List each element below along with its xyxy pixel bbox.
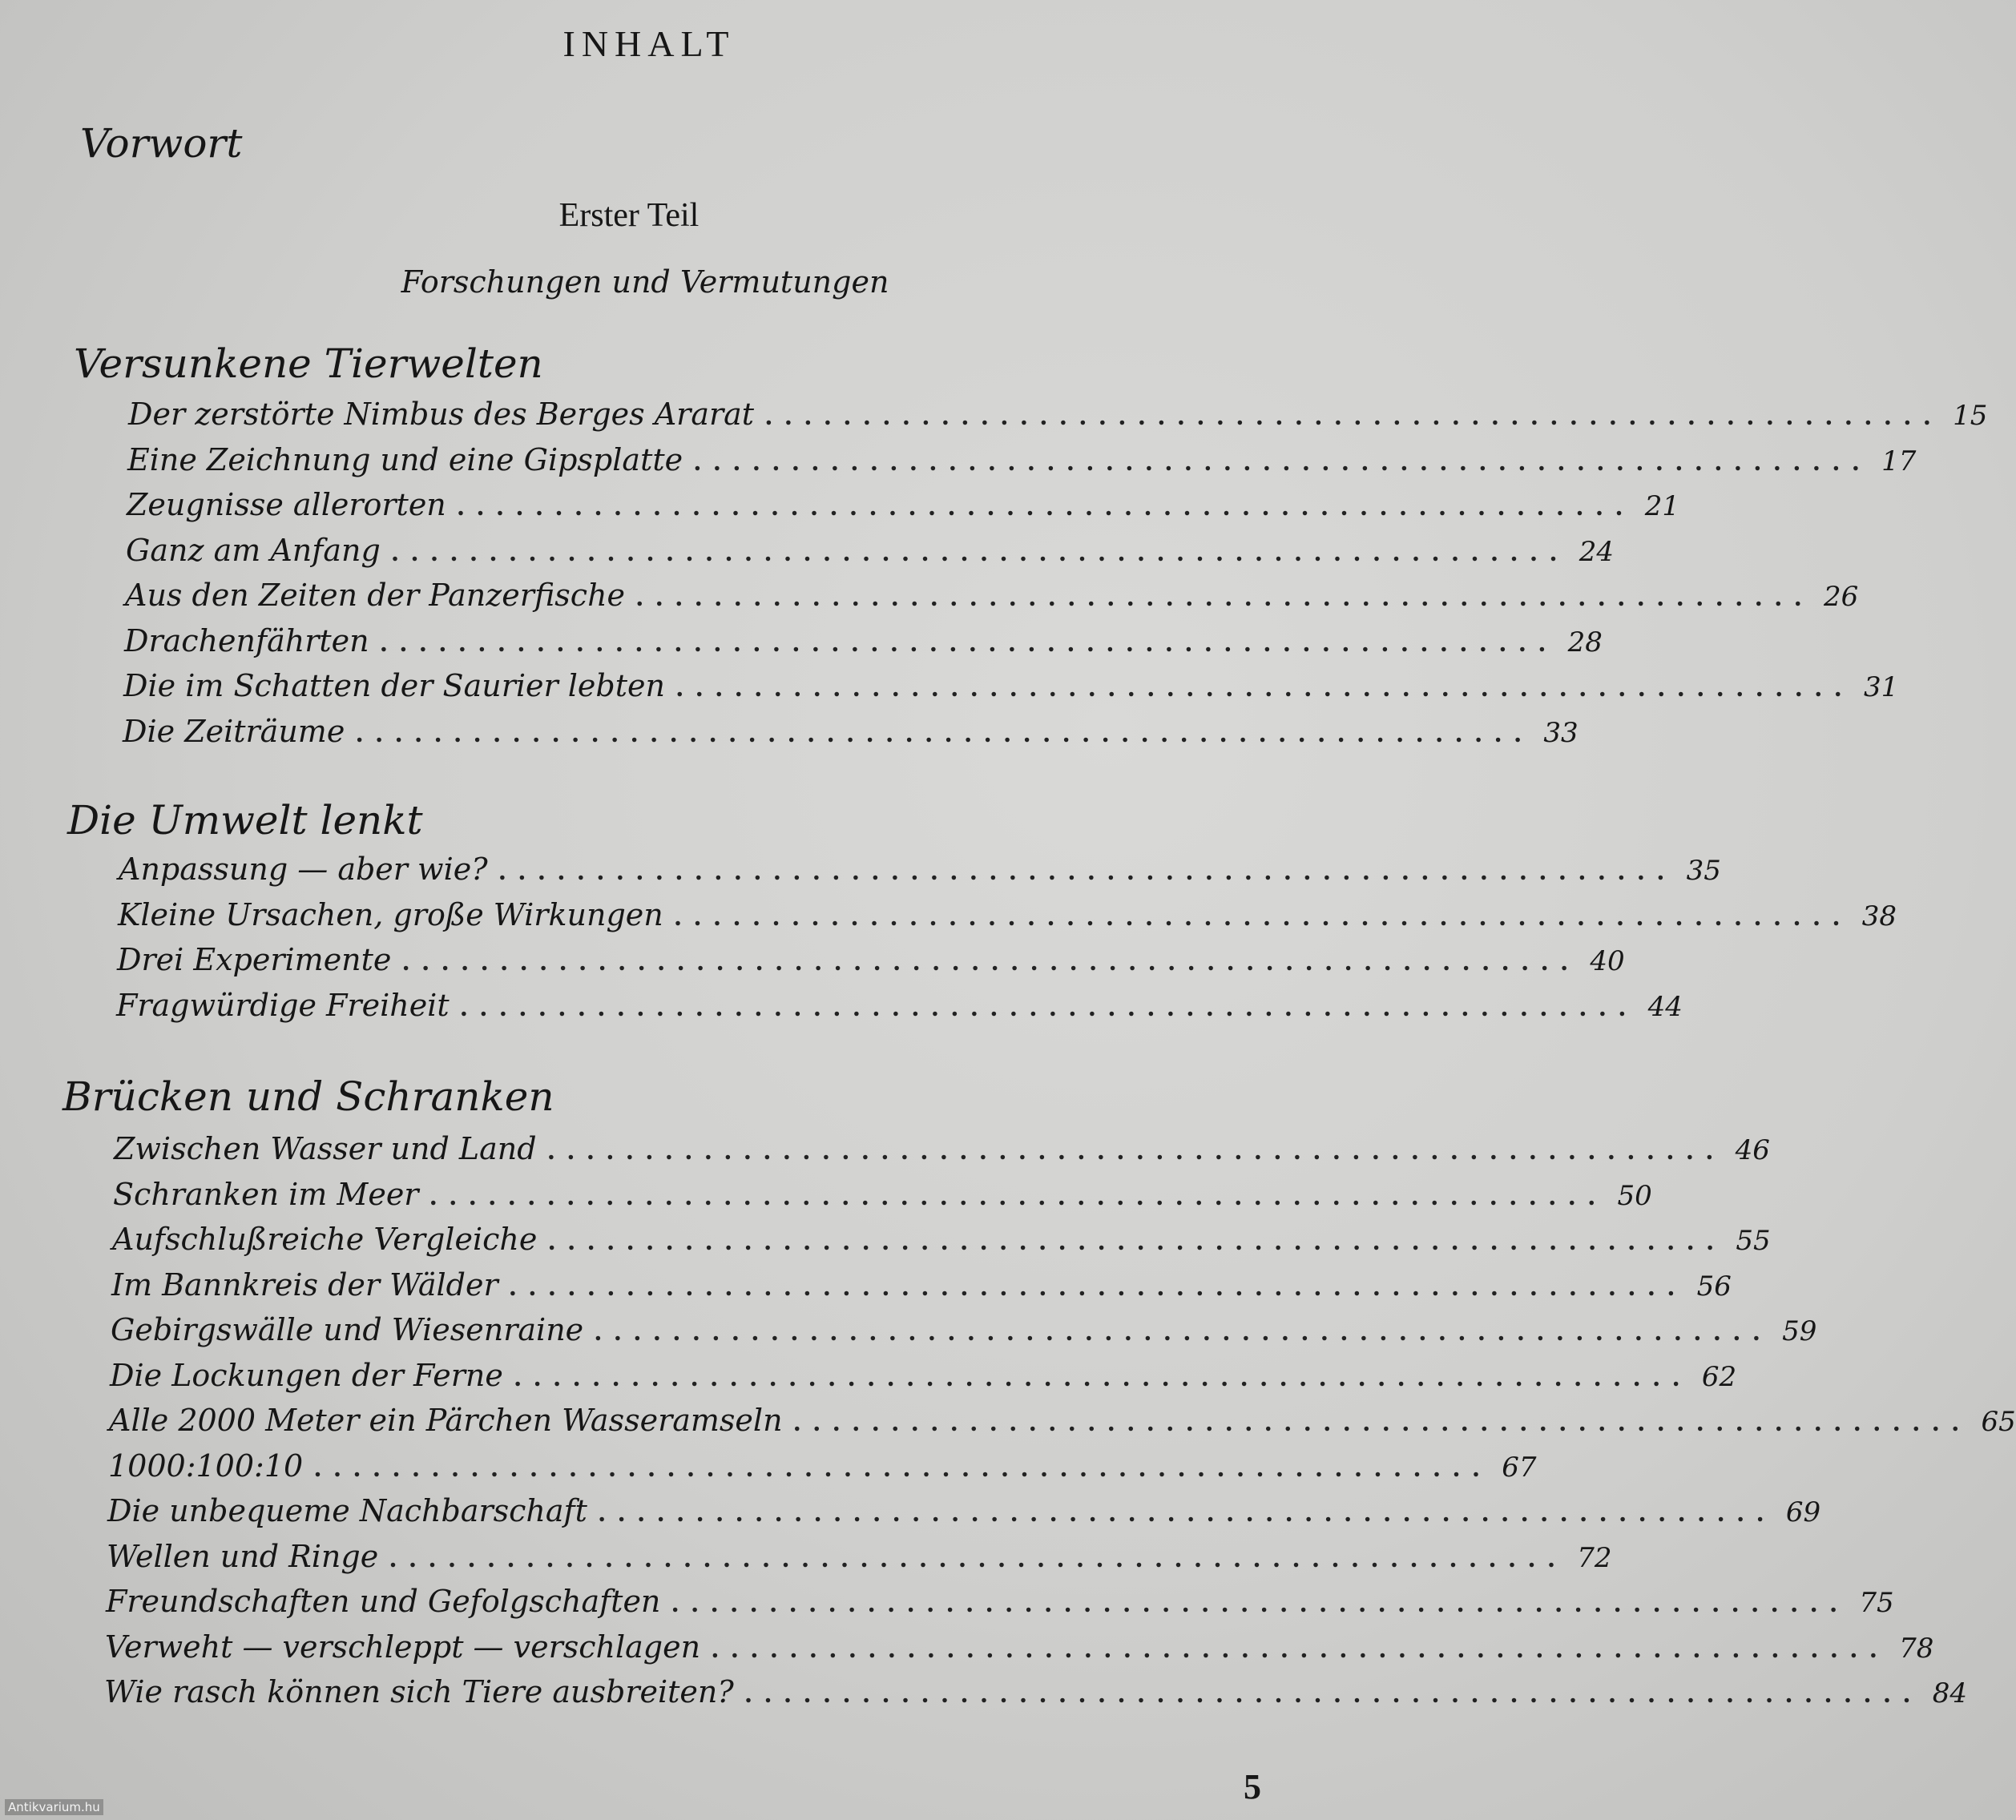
toc-entry-page: 56 <box>1696 1270 1732 1303</box>
toc-entry-title: Zeugnisse allerorten <box>127 487 446 522</box>
dot-leader: ............................................................ <box>356 718 1534 748</box>
toc-entry <box>0 987 1683 1033</box>
section-heading: Brücken und Schranken <box>62 1073 554 1120</box>
toc-entry-page: 44 <box>1647 990 1683 1023</box>
toc-entry-title: Fragwürdige Freiheit <box>116 987 450 1023</box>
toc-entry <box>0 578 1859 623</box>
dot-leader: ............................................................ <box>675 673 1854 703</box>
dot-leader: ............................................................ <box>694 446 1873 477</box>
toc-entry-title: Drachenfährten <box>124 622 369 658</box>
toc-entry <box>0 1584 1894 1629</box>
dot-leader: ............................................................ <box>548 1226 1727 1256</box>
toc-entry <box>0 441 1917 488</box>
toc-entry-title: Anpassung — aber wie? <box>119 852 488 887</box>
toc-entry-page: 28 <box>1567 626 1603 658</box>
watermark-text: Antikvarium.hu <box>5 1799 103 1815</box>
toc-entry <box>0 487 1680 533</box>
preface-heading: Vorwort <box>80 120 243 167</box>
toc-list <box>0 397 1988 759</box>
toc-entry <box>0 622 1603 669</box>
toc-entry-page: 31 <box>1863 671 1899 703</box>
toc-entry-page: 33 <box>1543 716 1579 749</box>
toc-entry-page: 40 <box>1590 945 1625 977</box>
toc-entry-title: Freundschaften und Gefolgschaften <box>106 1584 661 1619</box>
toc-entry-page: 21 <box>1644 490 1680 522</box>
toc-entry-title: Eine Zeichnung und eine Gipsplatte <box>127 441 683 477</box>
toc-entry-title: Drei Experimente <box>117 942 392 977</box>
toc-entry-title: Die im Schatten der Saurier lebten <box>123 668 665 703</box>
dot-leader: ............................................................ <box>636 582 1815 612</box>
toc-entry-page: 35 <box>1686 855 1721 887</box>
toc-entry-title: Der zerstörte Nimbus des Berges Ararat <box>128 397 755 432</box>
dot-leader: ............................................................ <box>744 1679 1923 1709</box>
dot-leader: ............................................................ <box>389 1543 1568 1573</box>
toc-entry-title: Alle 2000 Meter ein Pärchen Wasseramseln <box>109 1403 783 1438</box>
toc-entry <box>0 1448 1537 1494</box>
dot-leader: ............................................................ <box>674 901 1853 932</box>
dot-leader: ............................................................ <box>671 1588 1850 1618</box>
toc-entry-title: 1000:100:10 <box>108 1448 304 1484</box>
toc-entry-title: Gebirgswälle und Wiesenraine <box>111 1312 584 1347</box>
toc-entry-page: 38 <box>1861 900 1897 932</box>
dot-leader: ............................................................ <box>712 1633 1890 1664</box>
page-number: 5 <box>1244 1767 1261 1806</box>
toc-entry <box>0 1674 1968 1720</box>
toc-entry-page: 46 <box>1735 1134 1770 1166</box>
toc-entry <box>0 1629 1934 1675</box>
dot-leader: ............................................................ <box>314 1452 1493 1483</box>
toc-entry-title: Die unbequeme Nachbarschaft <box>107 1493 587 1528</box>
toc-entry <box>0 1176 1652 1222</box>
part-subtitle: Forschungen und Vermutungen <box>401 264 889 300</box>
toc-entry <box>0 1222 1771 1267</box>
toc-entry-page: 62 <box>1701 1360 1737 1393</box>
dot-leader: ............................................................ <box>498 856 1677 886</box>
toc-entry-page: 17 <box>1881 445 1917 477</box>
dot-leader: ............................................................ <box>429 1181 1608 1211</box>
toc-entry-page: 69 <box>1785 1496 1821 1528</box>
toc-entry <box>0 1266 1732 1313</box>
toc-entry <box>0 397 1988 442</box>
toc-entry <box>0 1403 2016 1448</box>
dot-leader: ............................................................ <box>598 1498 1776 1528</box>
toc-entry-title: Kleine Ursachen, große Wirkungen <box>118 896 663 932</box>
dot-leader: ............................................................ <box>402 947 1581 976</box>
toc-entry <box>0 1357 1737 1403</box>
toc-entry-title: Wellen und Ringe <box>107 1538 379 1574</box>
toc-entry <box>0 668 1899 714</box>
dot-leader: ............................................................ <box>391 537 1570 567</box>
toc-entry-page: 67 <box>1502 1451 1537 1484</box>
toc-list <box>0 1131 2016 1720</box>
toc-entry <box>0 852 1721 897</box>
toc-entry <box>0 532 1615 578</box>
toc-entry-page: 50 <box>1617 1179 1652 1212</box>
toc-entry-page: 24 <box>1579 535 1615 568</box>
toc-entry-page: 59 <box>1782 1315 1817 1347</box>
dot-leader: ............................................................ <box>509 1271 1687 1302</box>
toc-entry <box>0 713 1579 759</box>
toc-entry <box>0 1131 1770 1177</box>
toc-entry-title: Verweht — verschleppt — verschlagen <box>105 1629 701 1665</box>
toc-entry-page: 55 <box>1736 1225 1771 1257</box>
toc-entry-page: 65 <box>1981 1406 2016 1438</box>
toc-entry <box>0 942 1625 988</box>
toc-entry-page: 72 <box>1577 1541 1612 1574</box>
toc-entry <box>0 1538 1612 1584</box>
toc-entry-page: 78 <box>1899 1632 1934 1665</box>
toc-entry-title: Zwischen Wasser und Land <box>114 1131 537 1166</box>
dot-leader: ............................................................ <box>547 1136 1726 1166</box>
toc-entry-title: Aufschlußreiche Vergleiche <box>112 1222 538 1257</box>
toc-entry-title: Die Lockungen der Ferne <box>110 1357 503 1393</box>
toc-entry-title: Im Bannkreis der Wälder <box>111 1266 498 1303</box>
toc-entry-page: 75 <box>1859 1587 1894 1619</box>
toc-list <box>0 852 1897 1033</box>
dot-leader: ............................................................ <box>595 1317 1773 1347</box>
toc-entry <box>0 1493 1821 1539</box>
toc-entry-title: Ganz am Anfang <box>126 532 381 568</box>
part-label: Erster Teil <box>558 197 700 234</box>
dot-leader: ............................................................ <box>793 1407 1972 1437</box>
toc-entry-title: Schranken im Meer <box>113 1176 419 1212</box>
section-heading: Versunkene Tierwelten <box>74 340 543 387</box>
dot-leader: ............................................................ <box>460 992 1639 1022</box>
section-heading: Die Umwelt lenkt <box>67 797 423 844</box>
toc-entry <box>0 1312 1817 1358</box>
page-title: INHALT <box>562 23 736 64</box>
toc-entry-title: Die Zeiträume <box>123 713 345 749</box>
toc-entry-page: 84 <box>1932 1677 1968 1709</box>
dot-leader: ............................................................ <box>457 492 1635 521</box>
dot-leader: ............................................................ <box>765 401 1944 431</box>
toc-entry-title: Aus den Zeiten der Panzerfische <box>125 578 626 613</box>
dot-leader: ............................................................ <box>380 627 1558 658</box>
toc-entry-page: 26 <box>1824 581 1859 613</box>
toc-entry <box>0 896 1897 943</box>
toc-entry-page: 15 <box>1953 400 1988 432</box>
dot-leader: ............................................................ <box>514 1362 1692 1392</box>
toc-entry-title: Wie rasch können sich Tiere ausbreiten? <box>104 1674 734 1709</box>
